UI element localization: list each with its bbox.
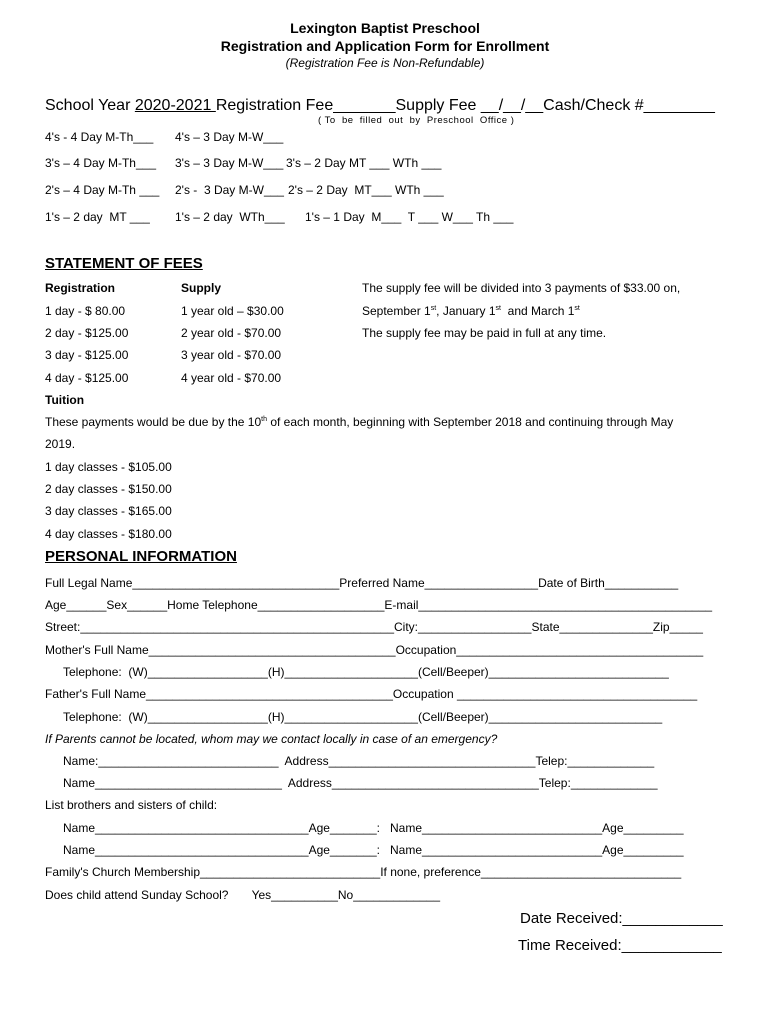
class-option-3s-4day: 3's – 4 Day M-Th___ xyxy=(45,156,157,170)
supply-note-line3: The supply fee may be paid in full at any time. xyxy=(362,326,607,340)
registration-fee-3day: 3 day - $125.00 xyxy=(45,348,129,362)
fee-note: (Registration Fee is Non-Refundable) xyxy=(285,56,485,70)
class-option-2s-2day: 2's – 2 Day MT___ WTh ___ xyxy=(288,183,444,197)
church-membership-line[interactable]: Family's Church Membership___________________________If none, preference______________________________ xyxy=(45,865,682,879)
class-option-1s-2day-wth: 1's – 2 day WTh___ xyxy=(175,210,285,224)
class-option-4s-3day: 4's – 3 Day M-W___ xyxy=(175,130,284,144)
supply-fee-3yr: 3 year old - $70.00 xyxy=(181,348,282,362)
supply-note-line1: The supply fee will be divided into 3 payments of $33.00 on, xyxy=(362,281,681,295)
school-year-label: School Year xyxy=(45,97,135,114)
form-title: Lexington Baptist Preschool xyxy=(290,20,480,36)
tuition-2day: 2 day classes - $150.00 xyxy=(45,482,172,496)
office-note: ( To be filled out by Preschool Office ) xyxy=(318,115,515,126)
registration-fee-4day: 4 day - $125.00 xyxy=(45,371,129,385)
mother-telephone-line[interactable]: Telephone: (W)__________________(H)____________________(Cell/Beeper)___________________________ xyxy=(63,665,669,679)
tuition-header: Tuition xyxy=(45,393,85,407)
time-received[interactable]: Time Received:____________ xyxy=(518,937,722,954)
siblings-prompt: List brothers and sisters of child: xyxy=(45,798,218,812)
form-subtitle: Registration and Application Form for Enrollment xyxy=(220,38,550,54)
class-option-3s-2day: 3's – 2 Day MT ___ WTh ___ xyxy=(286,156,442,170)
registration-fee-2day: 2 day - $125.00 xyxy=(45,326,129,340)
fees-heading: STATEMENT OF FEES xyxy=(45,255,203,272)
date-received[interactable]: Date Received:____________ xyxy=(520,910,723,927)
tuition-3day: 3 day classes - $165.00 xyxy=(45,504,172,518)
father-name-line[interactable]: Father's Full Name_____________________________________Occupation ____________________________________ xyxy=(45,687,698,701)
school-year-value: 2020-2021 xyxy=(134,97,216,114)
supply-fee-4yr: 4 year old - $70.00 xyxy=(181,371,282,385)
address-line[interactable]: Street:_______________________________________________City:_________________State______________Zip_____ xyxy=(45,620,703,634)
emergency-contact-1[interactable]: Name:___________________________ Address_______________________________Telep:_____________ xyxy=(63,754,655,768)
emergency-prompt: If Parents cannot be located, whom may we contact locally in case of an emergency? xyxy=(45,732,498,746)
class-option-1s-1day: 1's – 1 Day M___ T ___ W___ Th ___ xyxy=(305,210,514,224)
sunday-school-line[interactable]: Does child attend Sunday School? Yes__________No_____________ xyxy=(45,888,440,902)
office-use-line xyxy=(45,97,715,115)
class-option-2s-4day: 2's – 4 Day M-Th ___ xyxy=(45,183,160,197)
sibling-line-1[interactable]: Name________________________________Age_______: Name___________________________Age_________ xyxy=(63,821,684,835)
registration-fee-1day: 1 day - $ 80.00 xyxy=(45,304,126,318)
emergency-contact-2[interactable]: Name____________________________ Address_______________________________Telep:_____________ xyxy=(63,776,658,790)
tuition-4day: 4 day classes - $180.00 xyxy=(45,527,172,541)
office-fields: Registration Fee_______Supply Fee __/__/__Cash/Check #________ xyxy=(215,97,715,114)
class-option-4s-4day: 4's - 4 Day M-Th___ xyxy=(45,130,154,144)
tuition-text: These payments would be due by the 10th of each month, beginning with September 2018 and continuing through May xyxy=(45,415,674,429)
class-option-3s-3day: 3's – 3 Day M-W___ xyxy=(175,156,284,170)
age-sex-phone-line[interactable]: Age______Sex______Home Telephone___________________E-mail____________________________________________ xyxy=(45,598,713,612)
full-name-line[interactable]: Full Legal Name_______________________________Preferred Name_________________Date of Birth___________ xyxy=(45,576,679,590)
class-option-2s-3day: 2's - 3 Day M-W___ xyxy=(175,183,284,197)
tuition-text-cont: 2019. xyxy=(45,437,76,451)
class-option-1s-2day-mt: 1's – 2 day MT ___ xyxy=(45,210,150,224)
mother-name-line[interactable]: Mother's Full Name_____________________________________Occupation_____________________________________ xyxy=(45,643,704,657)
personal-heading: PERSONAL INFORMATION xyxy=(45,548,237,565)
registration-header: Registration xyxy=(45,281,116,295)
supply-note-line2: September 1st, January 1st and March 1st xyxy=(362,304,580,318)
tuition-1day: 1 day classes - $105.00 xyxy=(45,460,172,474)
supply-header: Supply xyxy=(181,281,222,295)
supply-fee-2yr: 2 year old - $70.00 xyxy=(181,326,282,340)
sibling-line-2[interactable]: Name________________________________Age_______: Name___________________________Age_________ xyxy=(63,843,684,857)
father-telephone-line[interactable]: Telephone: (W)__________________(H)____________________(Cell/Beeper)__________________________ xyxy=(63,710,663,724)
supply-fee-1yr: 1 year old – $30.00 xyxy=(181,304,284,318)
